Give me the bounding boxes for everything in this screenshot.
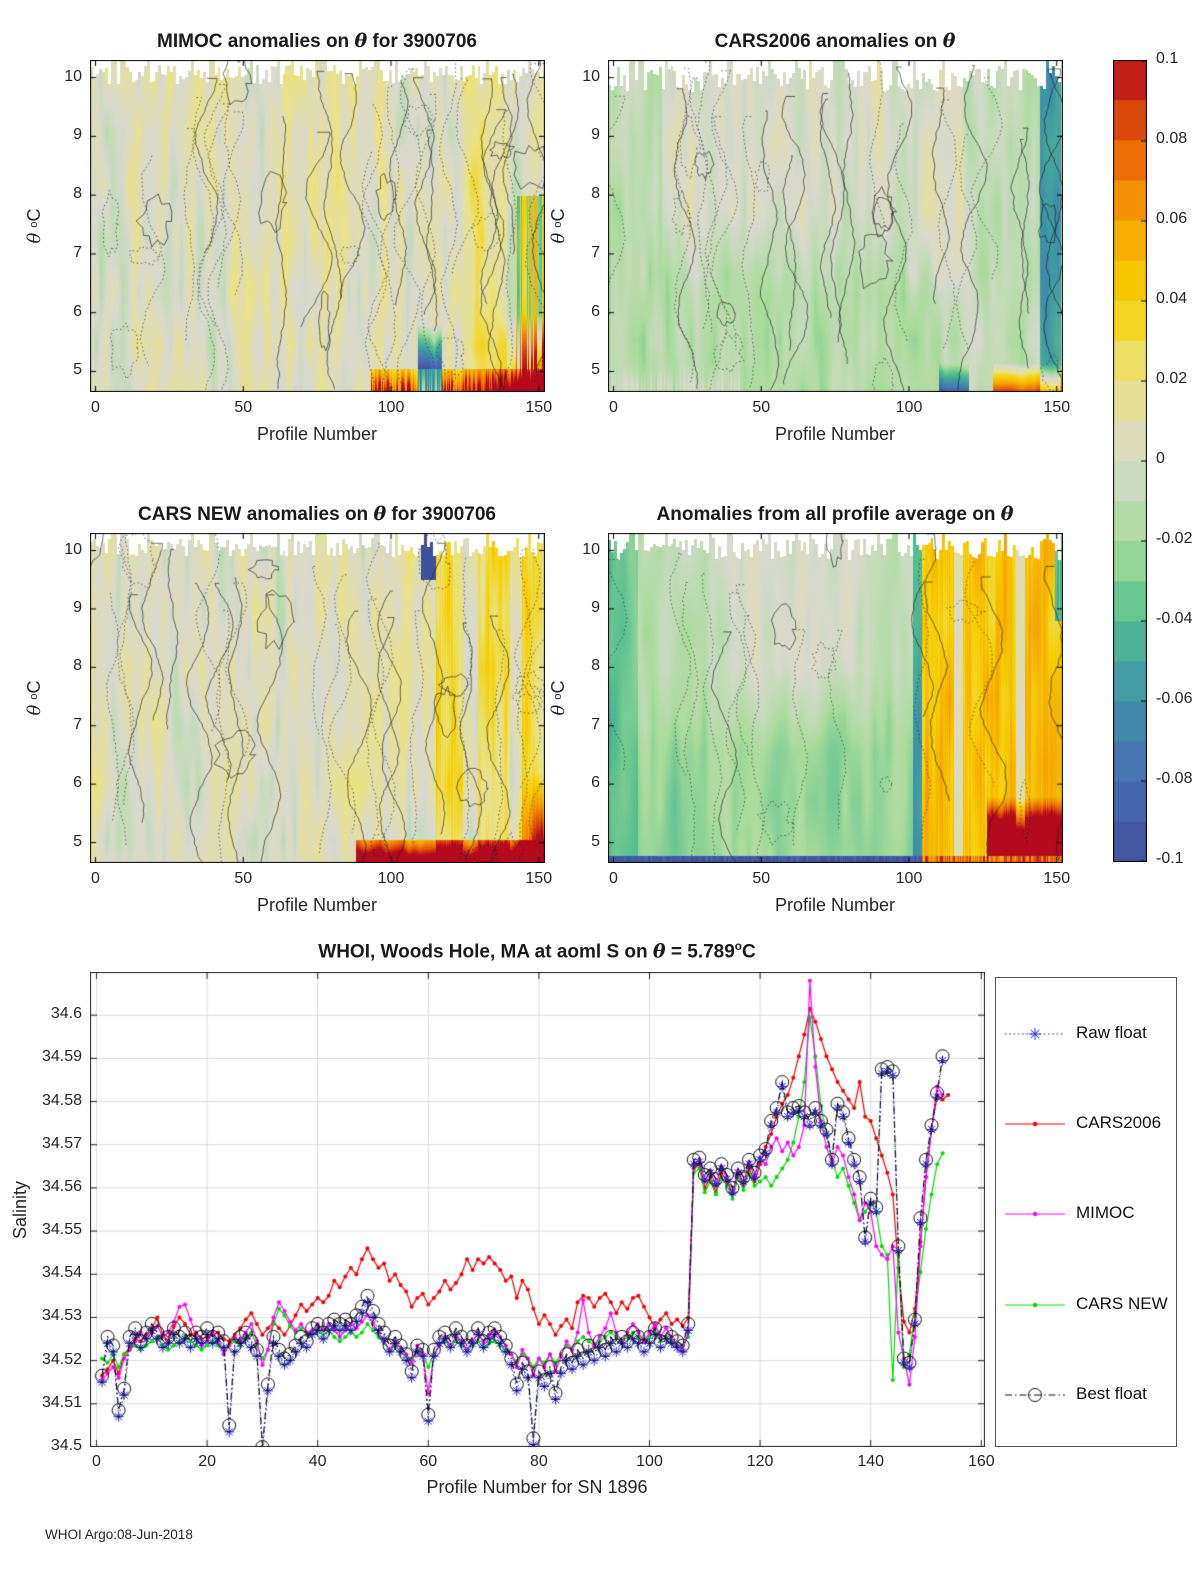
theta-symbol: θ (23, 704, 45, 716)
legend-item-cars2006 (996, 1114, 1176, 1134)
y-tick-label: 7 (591, 715, 600, 733)
theta-symbol: θ (547, 232, 569, 244)
degree-sup: o (552, 221, 564, 228)
salinity-x-tick-label: 100 (636, 1453, 663, 1470)
unit-text: C (547, 680, 568, 694)
y-tick-label: 10 (582, 540, 600, 558)
y-tick-label: 5 (73, 832, 82, 850)
y-tick-label: 5 (591, 832, 600, 850)
salinity-y-tick-label: 34.57 (41, 1134, 82, 1152)
salinity-y-axis-label (8, 1150, 32, 1270)
theta-symbol: θ (652, 940, 666, 963)
salinity-line-chart (90, 972, 985, 1447)
salinity-y-tick-label: 34.53 (41, 1307, 82, 1325)
panel-title-cars2006 (555, 30, 1115, 53)
colorbar-tick-label: -0.06 (1156, 690, 1193, 707)
colorbar-tick-label: -0.08 (1156, 770, 1193, 787)
theta-symbol: θ (1000, 503, 1014, 525)
legend-sample-raw-float (1004, 1026, 1066, 1042)
heatmap-allprofile (608, 533, 1063, 863)
colorbar-tick-label: -0.04 (1156, 610, 1193, 627)
salinity-x-tick-label: 40 (308, 1453, 327, 1470)
legend-item-mimoc (996, 1204, 1176, 1224)
salinity-x-tick-label: 20 (198, 1453, 216, 1470)
legend-sample-cars-new (1004, 1297, 1066, 1313)
salinity-y-tick-label: 34.51 (41, 1393, 82, 1411)
x-tick-label: 100 (895, 399, 923, 416)
y-axis-label-cars2006 (546, 166, 570, 286)
salinity-y-tick-label: 34.6 (50, 1005, 82, 1023)
y-tick-label: 8 (73, 185, 82, 203)
theta-symbol: θ (354, 30, 368, 52)
panel-title-allprofile (555, 503, 1115, 526)
theta-symbol: θ (373, 503, 387, 525)
theta-symbol: θ (942, 30, 956, 52)
salinity-x-tick-label: 0 (92, 1453, 101, 1470)
ylabel-text: Salinity (9, 1180, 30, 1240)
x-tick-label: 150 (1043, 870, 1071, 887)
salinity-y-tick-label: 34.59 (41, 1048, 82, 1066)
salinity-chart-title (257, 940, 817, 963)
x-axis-label-carsnew: Profile Number (256, 895, 378, 915)
degree-sup: o (734, 940, 742, 953)
x-tick-label: 150 (525, 870, 553, 887)
colorbar-tick-label: 0.08 (1156, 130, 1188, 147)
unit-text: C (23, 208, 44, 222)
legend-item-cars-new (996, 1295, 1176, 1315)
y-axis-label-mimoc (22, 166, 46, 286)
x-tick-label: 0 (609, 399, 618, 416)
colorbar (1113, 60, 1147, 862)
y-tick-label: 6 (591, 774, 600, 792)
y-tick-label: 6 (591, 302, 600, 320)
legend-label: CARS NEW (1076, 1294, 1168, 1313)
heatmap-carsnew (90, 533, 545, 863)
salinity-y-tick-label: 34.52 (41, 1350, 82, 1368)
salinity-y-tick-label: 34.54 (41, 1264, 82, 1282)
x-tick-label: 100 (895, 870, 923, 887)
x-tick-label: 150 (1043, 399, 1071, 416)
x-tick-label: 150 (525, 399, 553, 416)
x-tick-label: 50 (234, 870, 253, 887)
salinity-x-tick-label: 120 (746, 1453, 774, 1470)
x-tick-label: 100 (377, 399, 405, 416)
theta-symbol: θ (547, 704, 569, 716)
title-text: = 5.789 (665, 941, 735, 963)
legend-item-best-float (996, 1385, 1176, 1405)
colorbar-tick-label: 0.06 (1156, 210, 1188, 227)
legend-label: Raw float (1076, 1023, 1147, 1042)
salinity-x-tick-label: 160 (967, 1453, 995, 1470)
colorbar-tick-label: 0.04 (1156, 290, 1188, 307)
panel-title-carsnew (37, 503, 597, 526)
legend-label: MIMOC (1076, 1203, 1135, 1222)
x-tick-label: 0 (91, 870, 100, 887)
y-tick-label: 5 (73, 361, 82, 379)
x-axis-label-cars2006: Profile Number (774, 424, 896, 444)
theta-symbol: θ (23, 232, 45, 244)
y-tick-label: 7 (73, 715, 82, 733)
y-axis-label-carsnew (22, 638, 46, 758)
x-tick-label: 50 (752, 870, 771, 887)
x-tick-label: 50 (752, 399, 771, 416)
y-tick-label: 7 (591, 243, 600, 261)
figure-footer: WHOI Argo:08-Jun-2018 (45, 1527, 193, 1542)
salinity-y-tick-label: 34.58 (41, 1091, 82, 1109)
legend-item-raw-float (996, 1024, 1176, 1044)
x-axis-label-allprofile: Profile Number (774, 895, 896, 915)
y-tick-label: 10 (64, 67, 82, 85)
x-tick-label: 0 (609, 870, 618, 887)
colorbar-tick-label: 0.1 (1156, 50, 1179, 67)
x-axis-label-mimoc: Profile Number (256, 424, 378, 444)
x-tick-label: 50 (234, 399, 253, 416)
colorbar-tick-label: 0 (1156, 450, 1165, 467)
legend-sample-mimoc (1004, 1206, 1066, 1222)
salinity-y-tick-label: 34.55 (41, 1221, 82, 1239)
y-tick-label: 6 (73, 774, 82, 792)
legend-label: Best float (1076, 1384, 1147, 1403)
panel-title-mimoc (37, 30, 597, 53)
unit-text: C (23, 680, 44, 694)
colorbar-tick-label: -0.1 (1156, 850, 1184, 867)
x-tick-label: 0 (91, 399, 100, 416)
legend-sample-cars2006 (1004, 1116, 1066, 1132)
title-text: Anomalies from all profile average on (656, 504, 1001, 525)
salinity-x-axis-label: Profile Number for SN 1896 (426, 1477, 648, 1497)
colorbar-tick-label: 0.02 (1156, 370, 1188, 387)
legend-sample-best-float (1004, 1387, 1066, 1403)
title-text: CARS NEW anomalies on (138, 504, 374, 525)
degree-sup: o (552, 693, 564, 700)
unit-text: C (547, 208, 568, 222)
salinity-y-tick-label: 34.5 (50, 1437, 82, 1454)
degree-sup: o (28, 693, 40, 700)
y-tick-label: 8 (591, 657, 600, 675)
salinity-y-tick-label: 34.56 (41, 1177, 82, 1195)
salinity-x-tick-label: 80 (529, 1453, 548, 1470)
legend-label: CARS2006 (1076, 1113, 1162, 1132)
title-text: CARS2006 anomalies on (714, 31, 943, 52)
y-tick-label: 9 (591, 126, 600, 144)
y-axis-label-allprofile (546, 638, 570, 758)
y-tick-label: 8 (591, 185, 600, 203)
salinity-x-tick-label: 140 (857, 1453, 885, 1470)
degree-sup: o (28, 221, 40, 228)
title-text: WHOI, Woods Hole, MA at aoml S on (318, 941, 653, 963)
salinity-x-tick-label: 60 (419, 1453, 438, 1470)
y-tick-label: 10 (64, 540, 82, 558)
x-tick-label: 100 (377, 870, 405, 887)
y-tick-label: 9 (73, 598, 82, 616)
y-tick-label: 10 (582, 67, 600, 85)
y-tick-label: 8 (73, 657, 82, 675)
title-text: MIMOC anomalies on (157, 31, 355, 52)
legend-box (995, 977, 1177, 1447)
heatmap-mimoc (90, 60, 545, 392)
title-text: C (741, 941, 756, 963)
heatmap-cars2006 (608, 60, 1063, 392)
y-tick-label: 9 (73, 126, 82, 144)
colorbar-tick-label: -0.02 (1156, 530, 1193, 547)
y-tick-label: 9 (591, 598, 600, 616)
title-text: for 3900706 (367, 31, 477, 52)
y-tick-label: 6 (73, 302, 82, 320)
y-tick-label: 5 (591, 361, 600, 379)
title-text: for 3900706 (386, 504, 496, 525)
y-tick-label: 7 (73, 243, 82, 261)
